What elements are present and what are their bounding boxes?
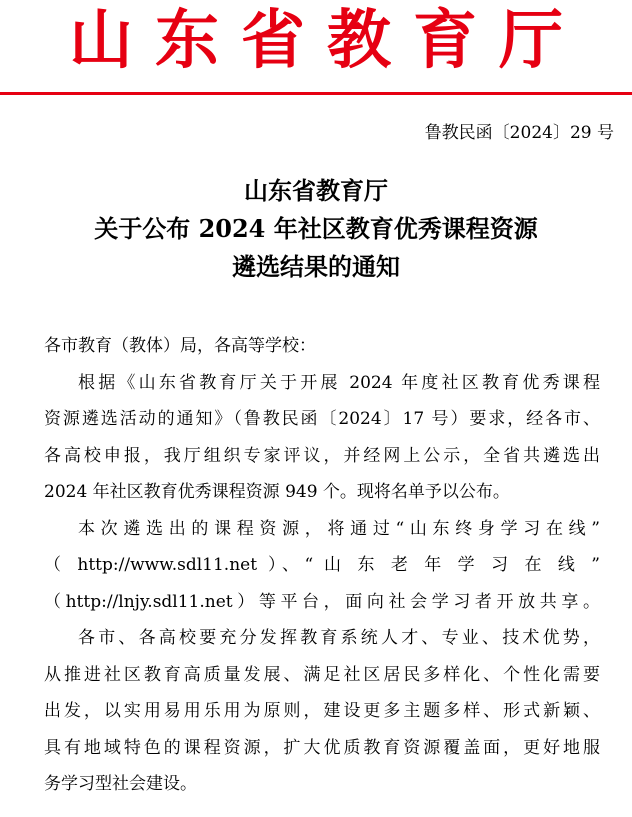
salutation: 各市教育（教体）局，各高等学校： [44,336,316,356]
paragraph-2-line: 本次遴选出的课程资源，将通过“山东终身学习在线” [78,518,600,539]
document-title [0,172,632,286]
paragraph-3-line: 务学习型社会建设。 [44,774,197,794]
paragraph-1-line: 根据《山东省教育厅关于开展 2024 年度社区教育优秀课程 [78,372,600,393]
paragraph-1-line: 资源遴选活动的通知》（鲁教民函〔2024〕17 号）要求，经各市、 [44,409,600,429]
paragraph-3-line: 各市、各高校要充分发挥教育系统人才、专业、技术优势， [78,628,600,648]
paragraph-3-line: 从推进社区教育高质量发展、满足社区居民多样化、个性化需要 [44,664,600,685]
paragraph-2-line: （http://lnjy.sdl11.net）等平台，面向社会学习者开放共享。 [44,591,600,612]
paragraph-1-line: 2024 年社区教育优秀课程资源 949 个。现将名单予以公布。 [44,482,510,502]
red-divider-line [0,92,632,95]
paragraph-3-line: 具有地域特色的课程资源，扩大优质教育资源覆盖面，更好地服 [44,737,600,758]
paragraph-2-line: （ http://www.sdl11.net ）、“ 山 东 老 年 学 习 在 线 ” [44,555,600,575]
title-line-notice: 遴选结果的通知 [232,252,400,281]
masthead [0,0,632,82]
document-body [44,330,600,805]
title-line-issuer: 山东省教育厅 [244,176,388,205]
paragraph-3-line: 出发，以实用易用乐用为原则，建设更多主题多样、形式新颖、 [44,701,600,721]
title-line-subject: 关于公布 2024 年社区教育优秀课程资源 [94,214,538,243]
document-number: 鲁教民函〔2024〕29 号 [424,123,614,143]
paragraph-1-line: 各高校申报，我厅组织专家评议，并经网上公示，全省共遴选出 [44,445,600,466]
masthead-title: 山东省教育厅 [69,4,585,78]
